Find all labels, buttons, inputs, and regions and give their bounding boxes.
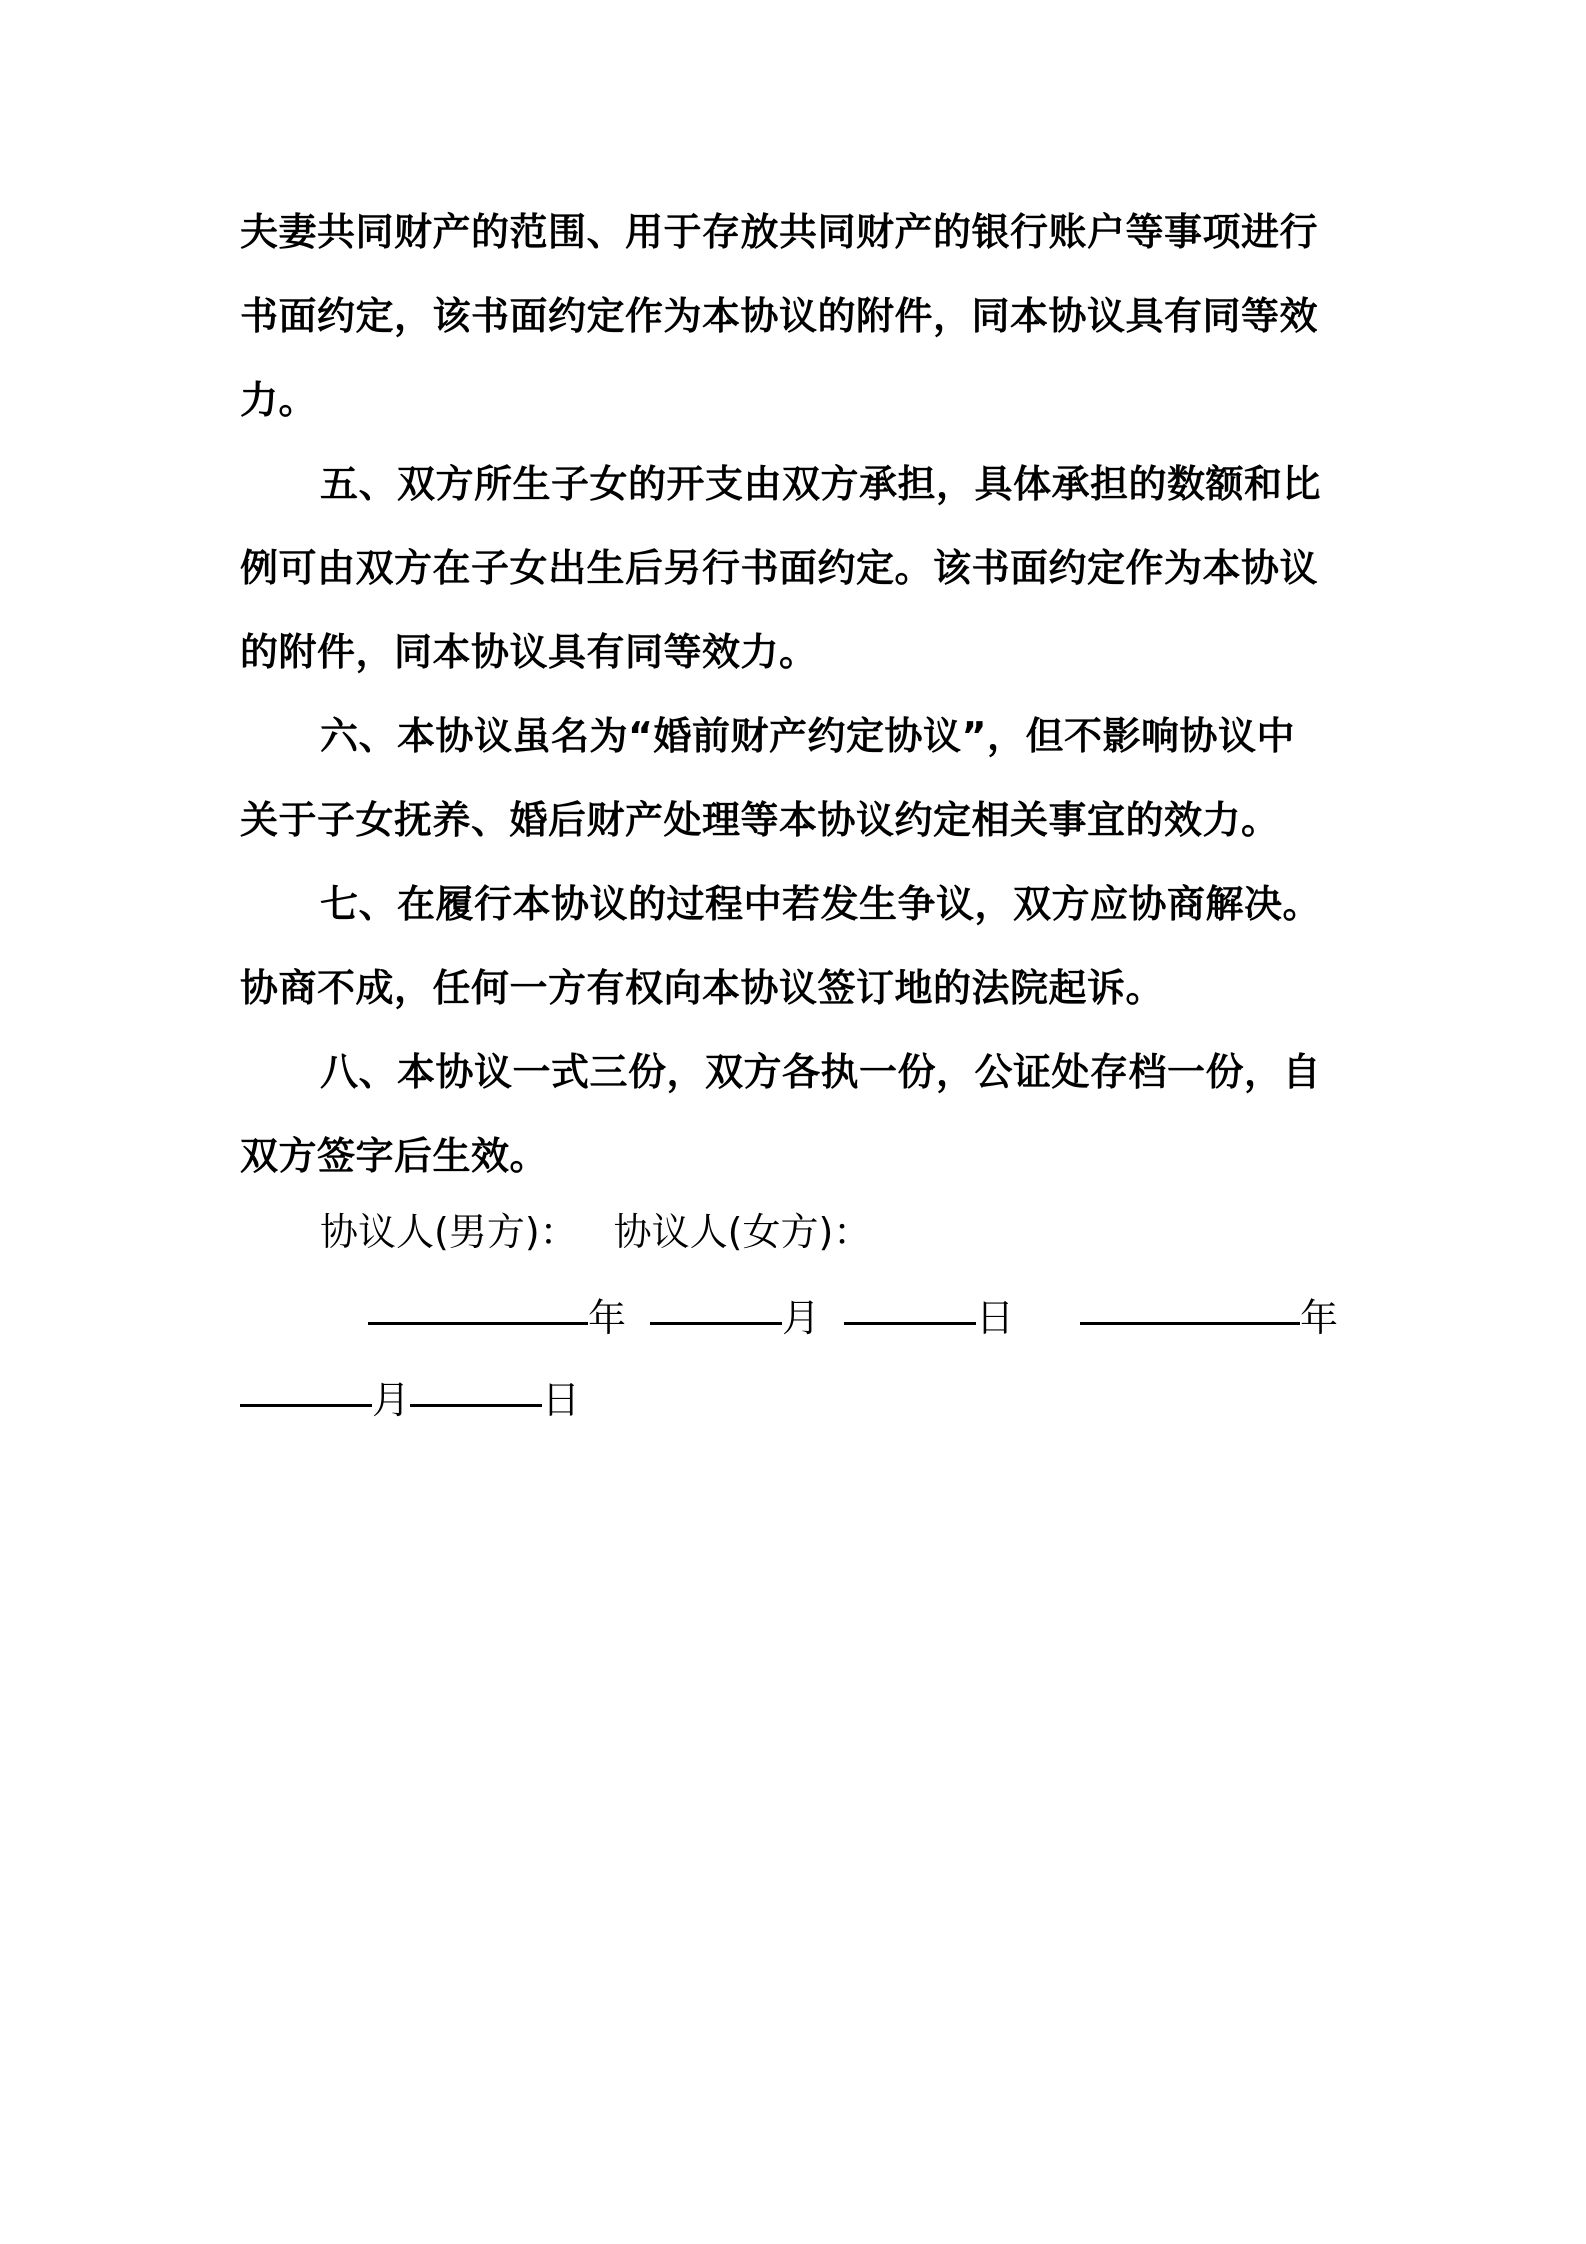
text-line: 的附件，同本协议具有同等效力。 [240,630,818,674]
text-line: 力。 [240,378,318,422]
month-blank[interactable] [240,1364,372,1407]
text-line: 书面约定，该书面约定作为本协议的附件，同本协议具有同等效 [240,294,1319,338]
text-line: 七、在履行本协议的过程中若发生争议，双方应协商解决。 [320,882,1322,926]
text-line: 五、双方所生子女的开支由双方承担，具体承担的数额和比 [320,462,1322,506]
text-line: 双方签字后生效。 [240,1134,549,1178]
text-line: 关于子女抚养、婚后财产处理等本协议约定相关事宜的效力。 [240,798,1280,842]
text-line: 夫妻共同财产的范围、用于存放共同财产的银行账户等事项进行 [240,210,1319,254]
paragraph-clause-8 [240,1030,1355,1198]
day-label: 日 [542,1378,581,1422]
paragraph-clause-7 [240,862,1355,1030]
month-blank[interactable] [650,1282,782,1325]
text-line: 六、本协议虽名为“婚前财产约定协议”，但不影响协议中 [320,714,1295,758]
paragraph-clause-5 [240,442,1355,694]
year-blank[interactable] [1080,1282,1300,1325]
text-line: 协商不成，任何一方有权向本协议签订地的法院起诉。 [240,966,1165,1010]
document-body [240,190,1355,1198]
day-blank[interactable] [410,1364,542,1407]
day-blank[interactable] [844,1282,976,1325]
day-label: 日 [976,1296,1015,1340]
text-line: 八、本协议一式三份，双方各执一份，公证处存档一份，自 [320,1050,1322,1094]
date-row [368,1276,1338,1360]
month-label: 月 [782,1296,821,1340]
paragraph-clause-6 [240,694,1355,862]
female-signer-label: 协议人(女方)： [613,1210,872,1254]
year-label: 年 [1300,1296,1339,1340]
signers-line [320,1190,871,1274]
year-blank[interactable] [368,1282,588,1325]
text-line: 例可由双方在子女出生后另行书面约定。该书面约定作为本协议 [240,546,1319,590]
year-label: 年 [588,1296,627,1340]
month-label: 月 [372,1378,411,1422]
male-signer-label: 协议人(男方)： [320,1210,578,1254]
date-row [240,1358,580,1442]
paragraph-continuation [240,190,1355,442]
